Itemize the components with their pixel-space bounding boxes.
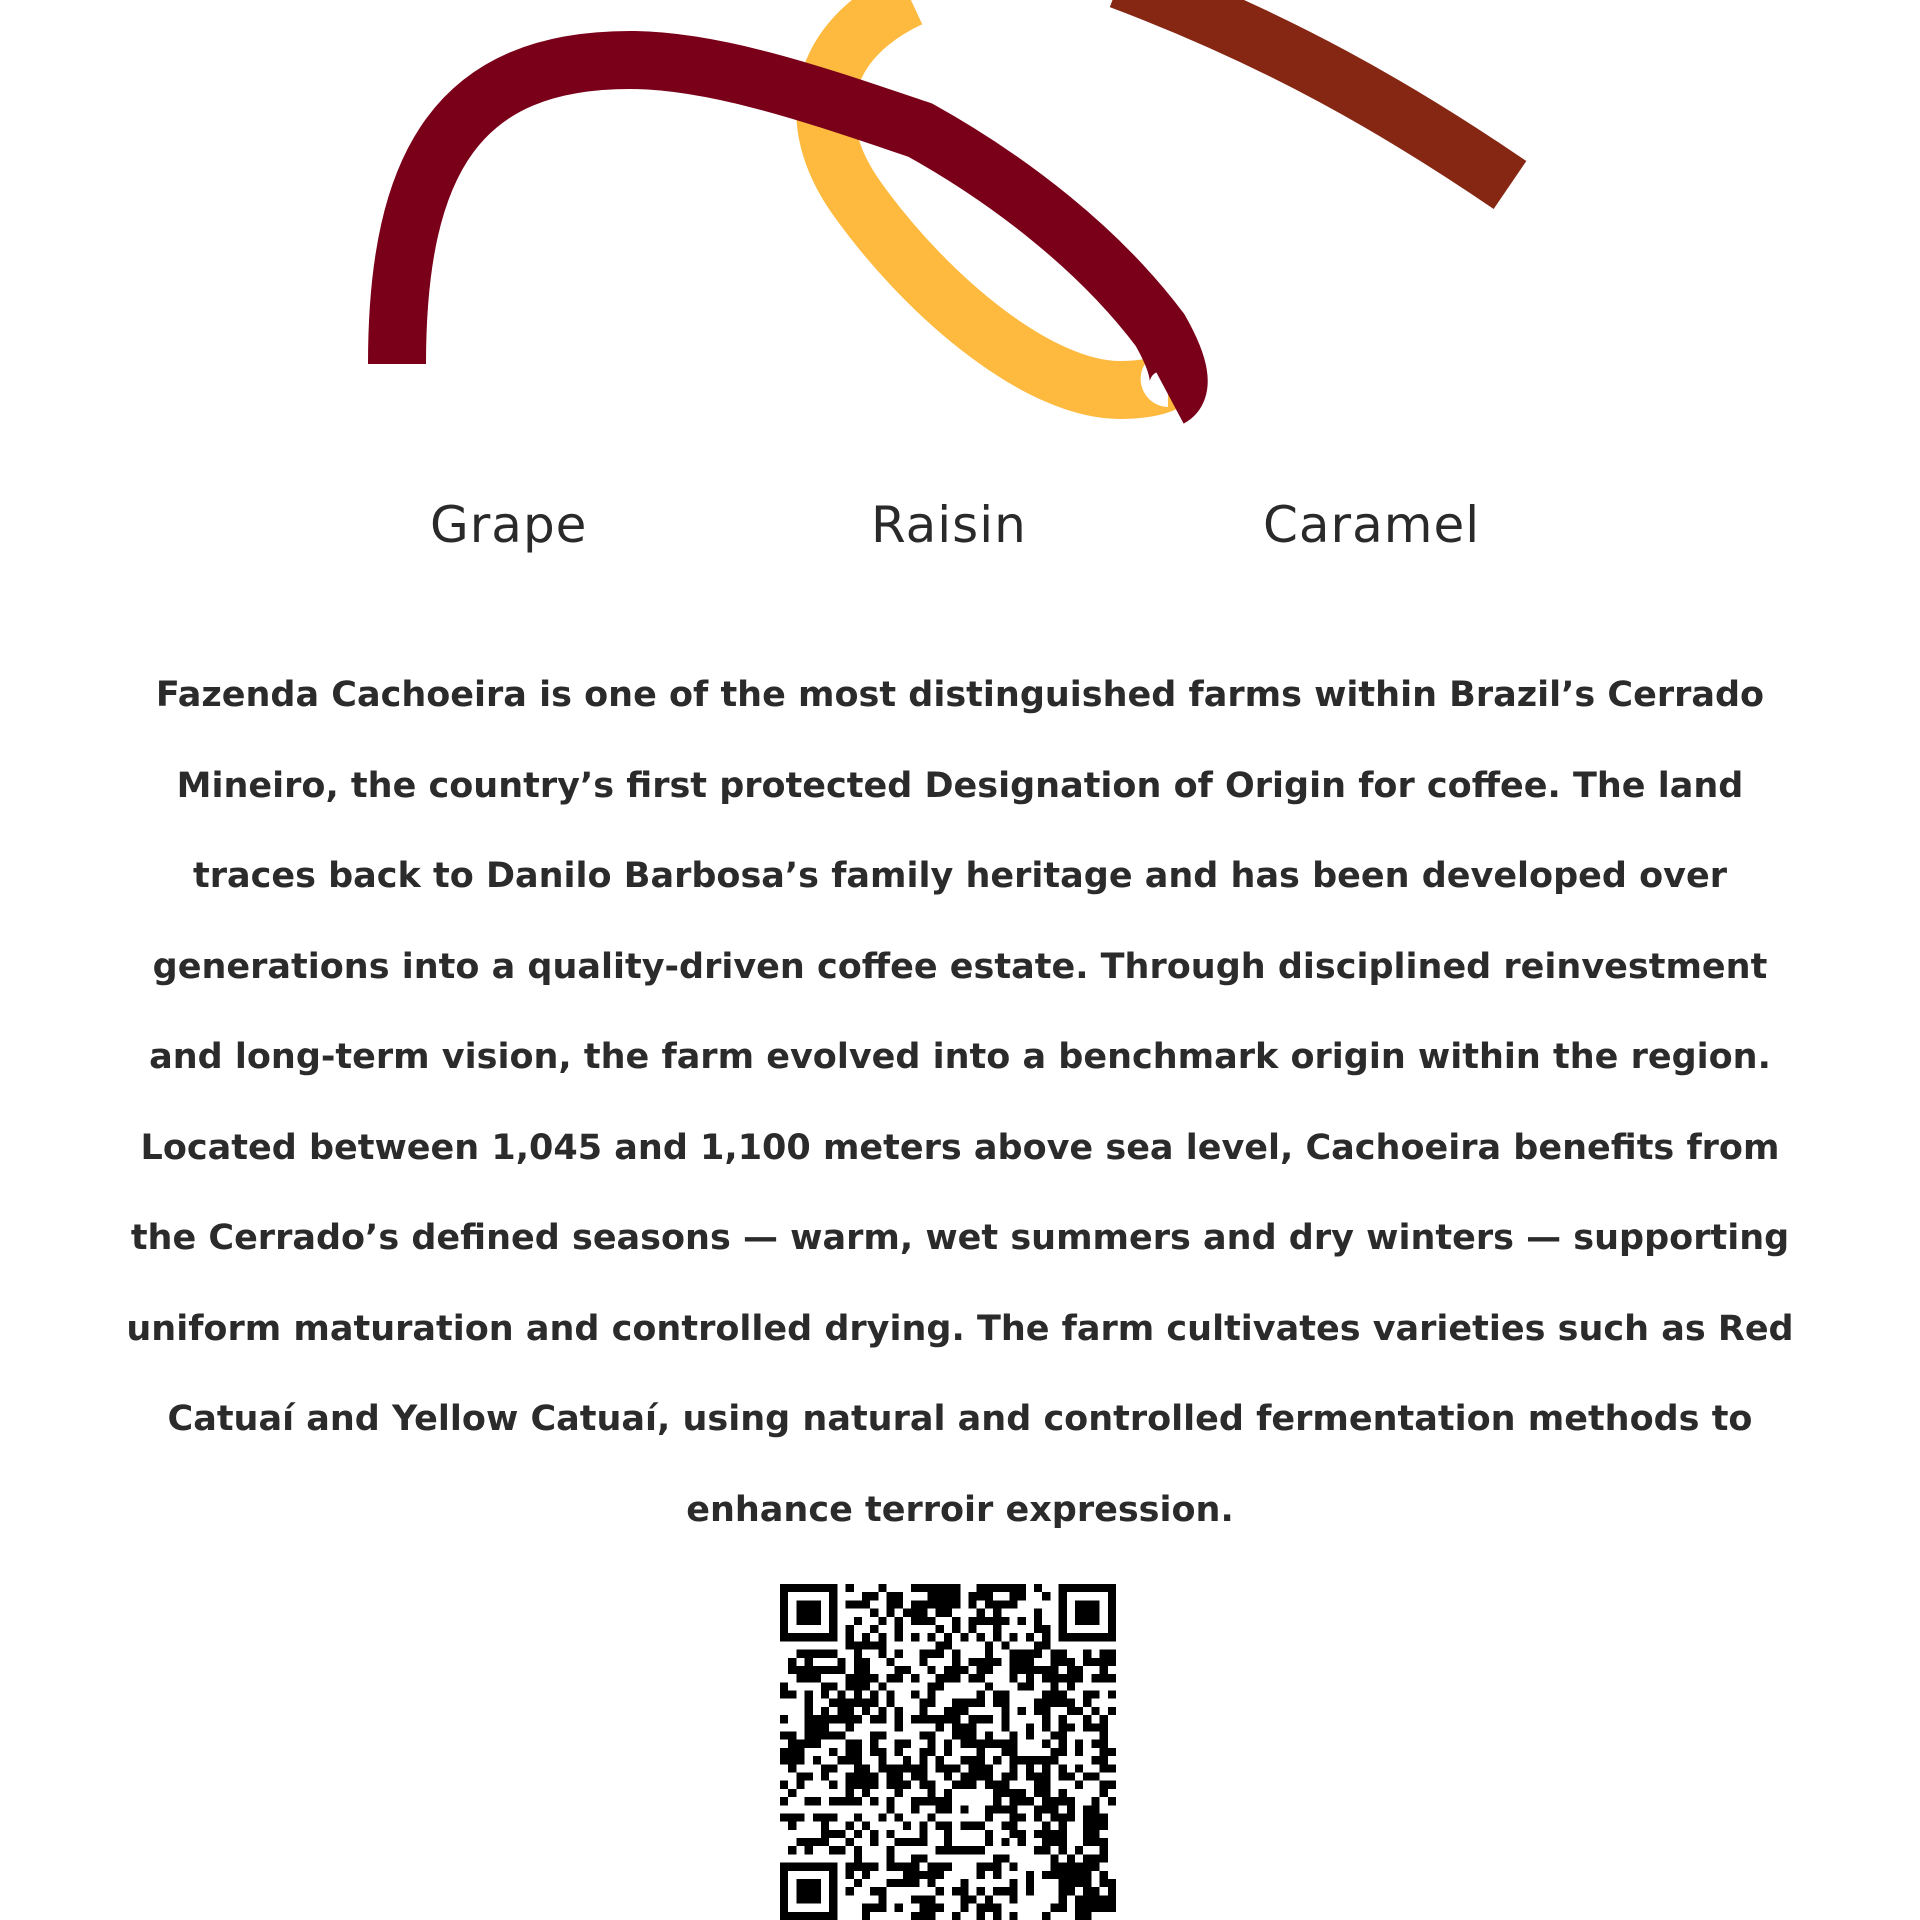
farm-description [120,650,1800,1555]
flavor-note-grape: Grape [430,496,588,554]
description-paragraph-1: Fazenda Cachoeira is one of the most distinguished farms within Brazil’s Cerrado Mineiro, the country’s first protected Designation of Origin for coffee. The land traces back to Danilo Barbosa’s family heritage and has been developed over generations into a quality-driven coffee estate. Through disciplined reinvestment and long-term vision, the farm evolved into a benchmark origin within the region. [149,675,1771,1077]
flavor-ribbon-graphic [0,0,1920,470]
caramel-ribbon [1120,0,1510,185]
description-paragraph-2: Located between 1,045 and 1,100 meters above sea level, Cachoeira benefits from the Cerrado’s defined seasons — warm, wet summers and dry winters — supporting uniform maturation and controlled drying. The farm cultivates varieties such as Red Catuaí and Yellow Catuaí, using natural and controlled fermentation methods to enhance terroir expression. [126,1127,1794,1530]
qr-code-icon[interactable] [780,1584,1116,1920]
flavor-note-caramel: Caramel [1263,496,1481,554]
flavor-note-raisin: Raisin [871,496,1027,554]
